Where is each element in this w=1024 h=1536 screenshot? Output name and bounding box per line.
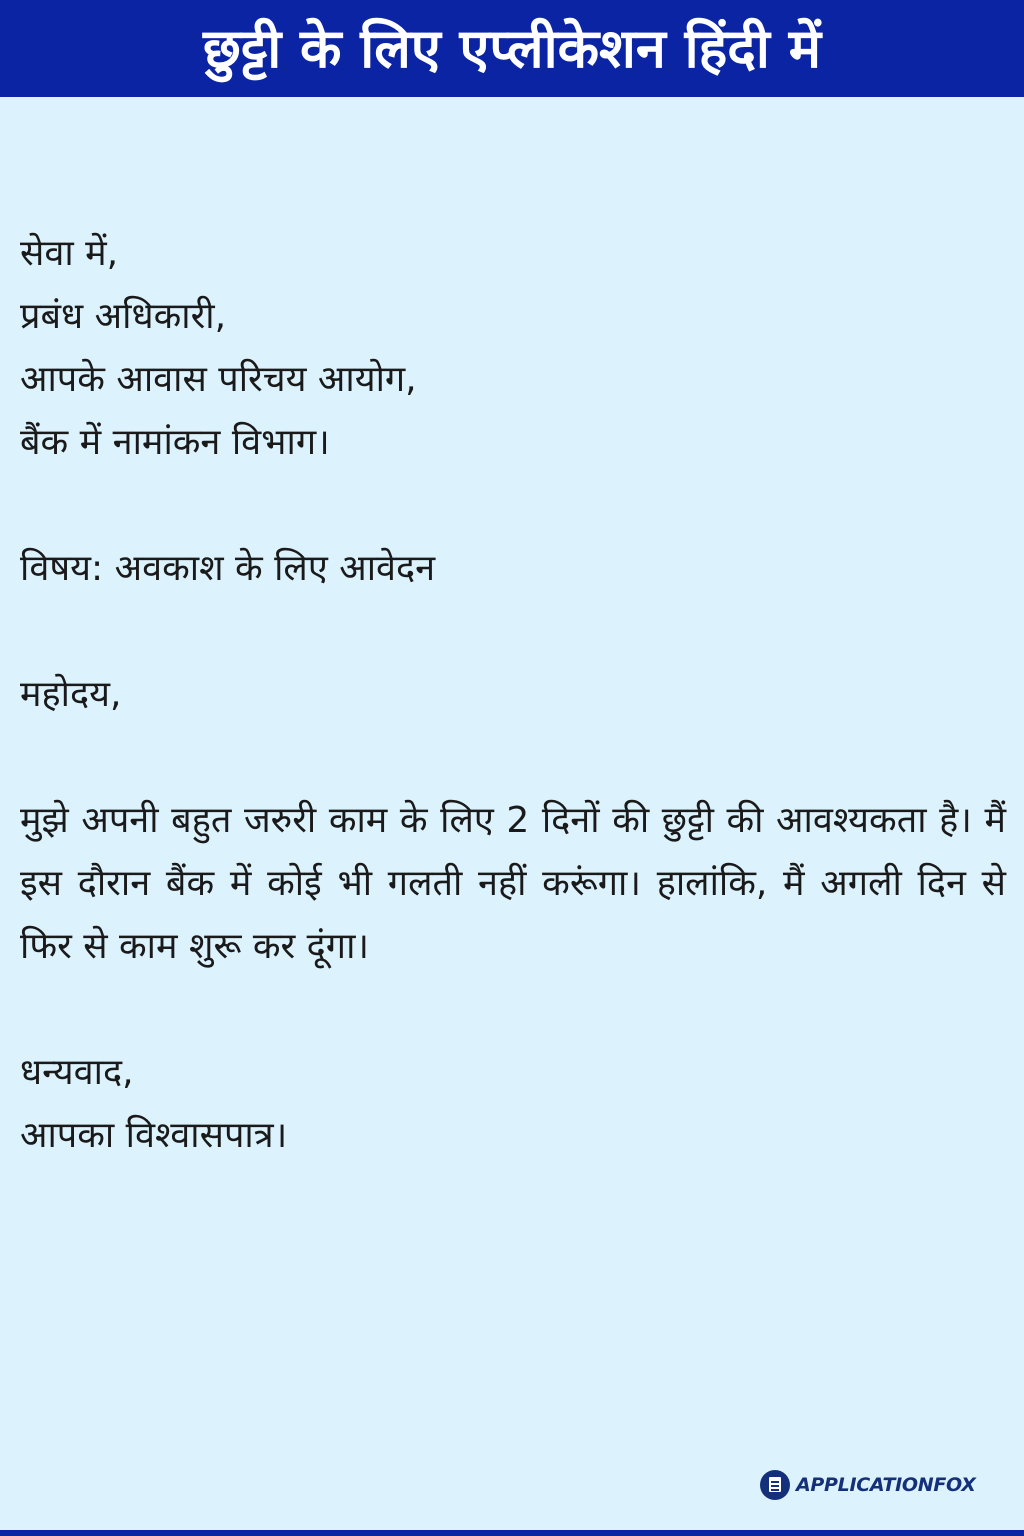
letter-body bbox=[20, 222, 1006, 1167]
address-line: सेवा में, bbox=[20, 233, 119, 274]
closing: धन्यवाद, bbox=[20, 1052, 134, 1093]
spacer bbox=[20, 600, 1006, 663]
document-icon bbox=[760, 1470, 790, 1500]
spacer bbox=[20, 726, 1006, 789]
signoff: आपका विश्वासपात्र। bbox=[20, 1115, 288, 1156]
brand-name: APPLICATIONFOX bbox=[796, 1474, 976, 1496]
brand-watermark bbox=[760, 1469, 976, 1501]
spacer bbox=[20, 474, 1006, 537]
subject-line: विषय: अवकाश के लिए आवेदन bbox=[20, 548, 436, 589]
page-title: छुट्टी के लिए एप्लीकेशन हिंदी में bbox=[202, 16, 821, 80]
salutation: महोदय, bbox=[20, 674, 122, 715]
address-line: आपके आवास परिचय आयोग, bbox=[20, 359, 417, 400]
header-banner bbox=[0, 0, 1024, 97]
address-line: प्रबंध अधिकारी, bbox=[20, 296, 227, 337]
address-line: बैंक में नामांकन विभाग। bbox=[20, 422, 330, 463]
bottom-border bbox=[0, 1530, 1024, 1536]
spacer bbox=[20, 978, 1006, 1041]
body-paragraph: मुझे अपनी बहुत जरुरी काम के लिए 2 दिनों की छुट्टी की आवश्यकता है। मैं इस दौरान बैंक में कोई भी गलती नहीं करूंगा। हालांकि, मैं अगली दिन से फिर से काम शुरू कर दूंगा। bbox=[20, 800, 1006, 967]
